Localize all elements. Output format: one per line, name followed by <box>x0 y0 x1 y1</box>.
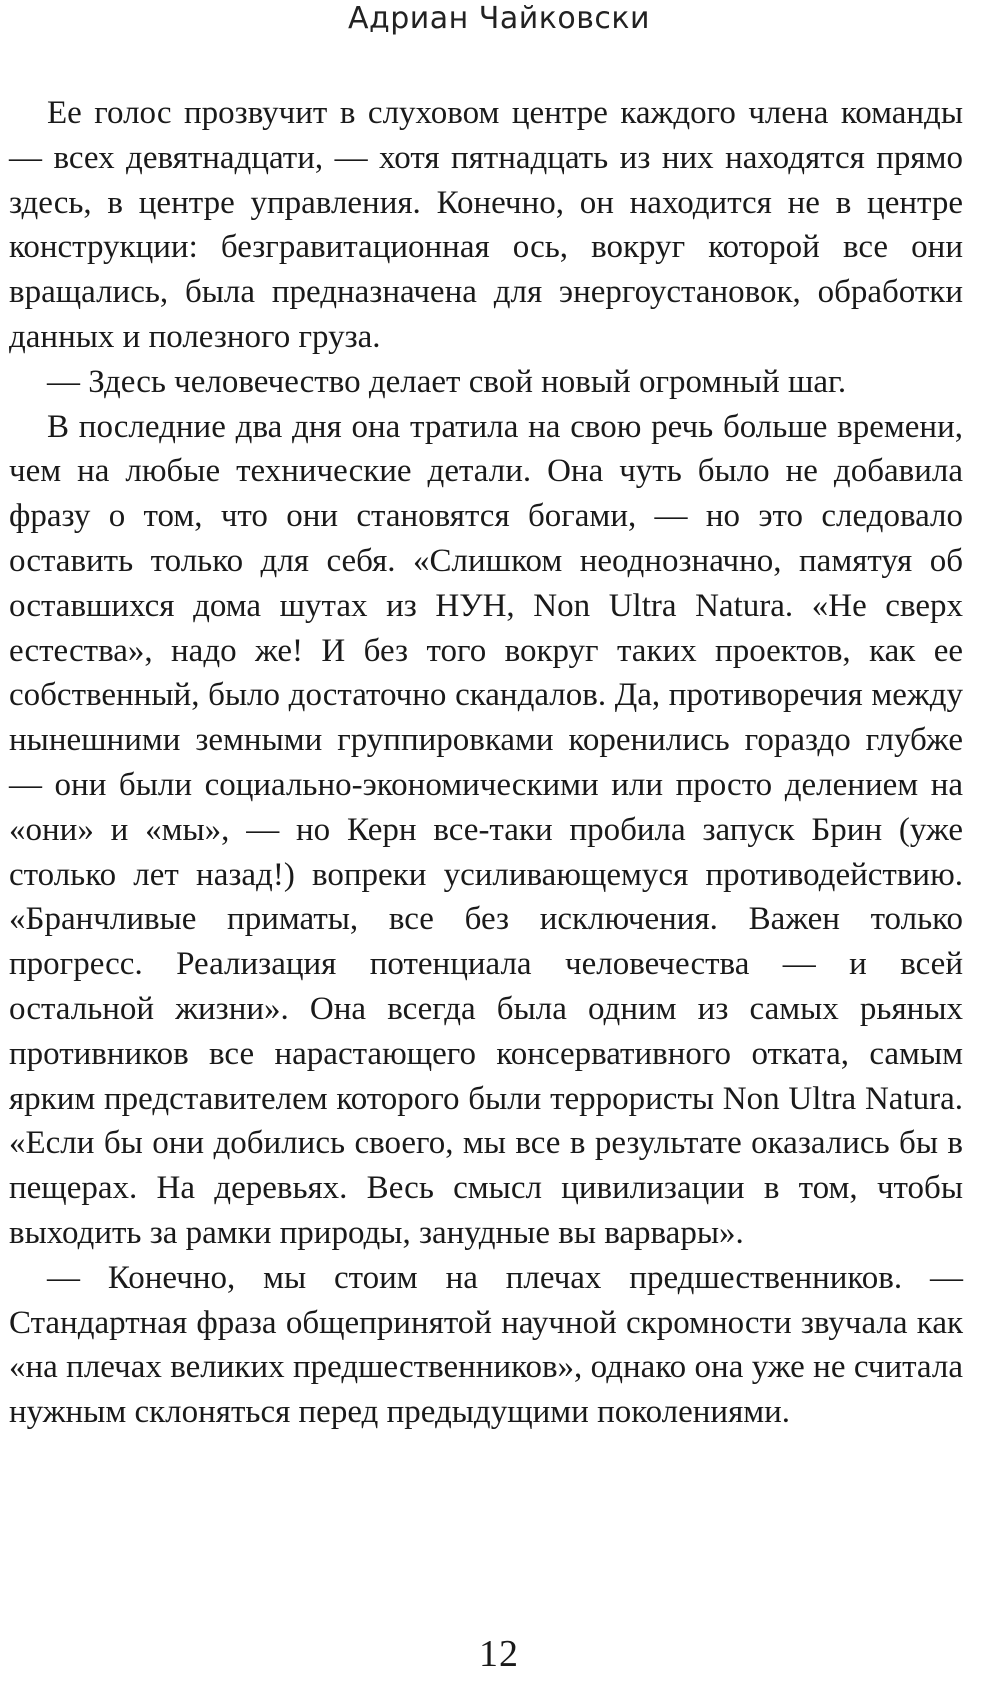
page-body <box>9 91 963 1435</box>
paragraph: — Конечно, мы стоим на плечах предшественников. — Стандартная фраза общепринятой научной скромности звучала как «на плечах великих предшественников», однако она уже не считала нужным склоняться перед предыдущими поколениями. <box>9 1259 963 1431</box>
paragraph: В последние два дня она тратила на свою речь больше времени, чем на любые технические детали. Она чуть было не добавила фразу о том, что они становятся богами, — но это следовало оставить только для себя. «Слишком неоднозначно, памятуя об оставшихся дома шутах из НУН, Non Ultra Natura. «Не сверх естества», надо же! И без того вокруг таких проектов, как ее собственный, было достаточно скандалов. Да, противоречия между нынешними земными группировками коренились гораздо глубже — они были социально-экономическими или просто делением на «они» и «мы», — но Керн все-таки пробила запуск Брин (уже столько лет назад!) вопреки усиливающемуся противодействию. «Бранчливые приматы, все без исключения. Важен только прогресс. Реализация потенциала человечества — и всей остальной жизни». Она всегда была одним из самых рьяных противников все нарастающего консервативного отката, самым ярким представителем которого были террористы Non Ultra Natura. «Если бы они добились своего, мы все в результате оказались бы в пещерах. На деревьях. Весь смысл цивилизации в том, чтобы выходить за рамки природы, занудные вы варвары». <box>9 408 963 1251</box>
running-title: Адриан Чайковски <box>347 1 651 36</box>
page-number: 12 <box>479 1633 519 1675</box>
paragraph: — Здесь человечество делает свой новый огромный шаг. <box>47 363 847 400</box>
paragraph: Ее голос прозвучит в слуховом центре каждого члена команды — всех девятнадцати, — хотя пятнадцать из них находятся прямо здесь, в центре управления. Конечно, он находится не в центре конструкции: безгравитационная ось, вокруг которой все они вращались, была предназначена для энергоустановок, обработки данных и полезного груза. <box>9 95 963 355</box>
